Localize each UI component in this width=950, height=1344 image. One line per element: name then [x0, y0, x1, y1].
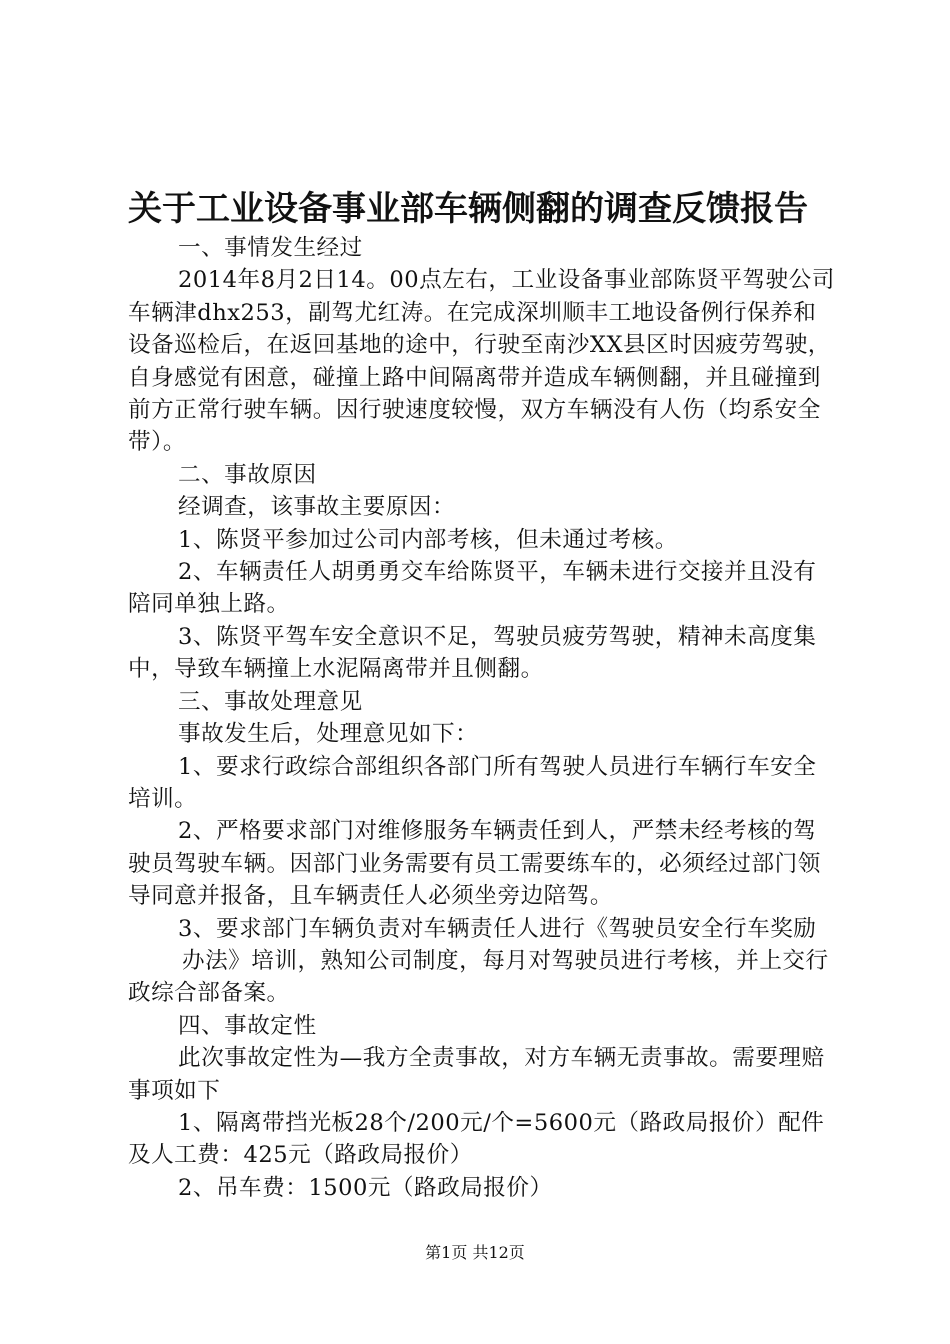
section-heading-4: 四、事故定性 — [178, 1012, 317, 1039]
handling-item-3-continued: 办法》培训，熟知公司制度，每月对驾驶员进行考核，并上交行政综合部备案。 — [128, 947, 829, 1007]
section-heading-2: 二、事故原因 — [178, 461, 317, 488]
cause-item-1: 1、陈贤平参加过公司内部考核，但未通过考核。 — [178, 526, 678, 553]
claim-item-1: 1、隔离带挡光板28个/200元/个=5600元（路政局报价）配件及人工费：425元（路政局报价） — [128, 1109, 825, 1169]
paragraph-incident-description: 2014年8月2日14。00点左右，工业设备事业部陈贤平驾驶公司车辆津dhx253，副驾尤红涛。在完成深圳顺丰工地设备例行保养和设备巡检后，在返回基地的途中，行驶至南沙XX县区时因疲劳驾驶，自身感觉有困意，碰撞上路中间隔离带并造成车辆侧翻，并且碰撞到前方正常行驶车辆。因行驶速度较慢，双方车辆没有人伤（均系安全带）。 — [128, 267, 835, 456]
cause-item-3: 3、陈贤平驾车安全意识不足，驾驶员疲劳驾驶，精神未高度集中，导致车辆撞上水泥隔离带并且侧翻。 — [128, 623, 817, 683]
section-heading-3: 三、事故处理意见 — [178, 688, 363, 715]
cause-item-2: 2、车辆责任人胡勇勇交车给陈贤平，车辆未进行交接并且没有陪同单独上路。 — [128, 559, 817, 618]
paragraph-handling-intro: 事故发生后，处理意见如下： — [178, 721, 479, 748]
claim-item-2: 2、吊车费：1500元（路政局报价） — [178, 1174, 553, 1201]
handling-item-3: 3、要求部门车辆负责对车辆责任人进行《驾驶员安全行车奖励 — [178, 915, 817, 942]
document-title: 关于工业设备事业部车辆侧翻的调查反馈报告 — [128, 189, 808, 229]
handling-item-2: 2、严格要求部门对维修服务车辆责任到人，严禁未经考核的驾驶员驾驶车辆。因部门业务需要有员工需要练车的，必须经过部门领导同意并报备，且车辆责任人必须坐旁边陪驾。 — [128, 818, 821, 910]
paragraph-liability: 此次事故定性为—我方全责事故，对方车辆无责事故。需要理赔事项如下 — [128, 1045, 825, 1104]
document-body — [128, 232, 836, 1204]
handling-item-1: 1、要求行政综合部组织各部门所有驾驶人员进行车辆行车安全培训。 — [128, 753, 817, 812]
paragraph-investigation-intro: 经调查，该事故主要原因： — [178, 494, 456, 521]
page-number-footer: 第1页 共12页 — [425, 1243, 525, 1262]
section-heading-1: 一、事情发生经过 — [178, 235, 363, 261]
